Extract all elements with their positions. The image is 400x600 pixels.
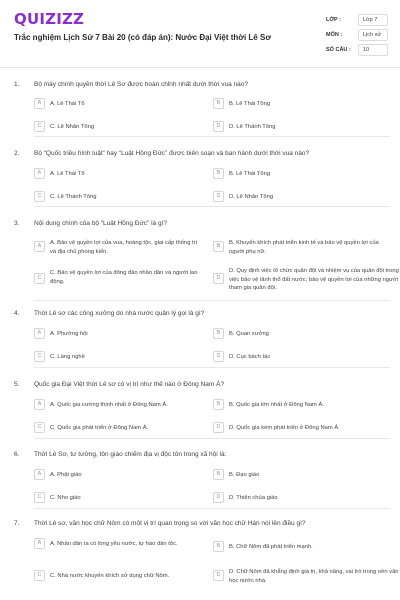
option-letter: D — [213, 191, 224, 202]
question-number: 3. — [14, 220, 20, 227]
option-text: A. Phường hội — [50, 331, 88, 337]
option-text: B. Đạo giáo — [229, 472, 260, 478]
divider — [34, 508, 390, 509]
option-letter: B — [213, 541, 224, 552]
option-letter: B — [213, 399, 224, 410]
option-text: B. Chữ Nôm đã phát triển mạnh. — [229, 544, 313, 550]
meta-count — [326, 44, 392, 58]
option-text: C. Lê Thánh Tông — [50, 194, 97, 200]
option-letter: D — [213, 121, 224, 132]
option-text: B. Quốc gia lớn nhất ở Đông Nam Á. — [229, 402, 324, 408]
option-text: B. Quan xưởng — [229, 331, 269, 337]
option-letter: B — [213, 241, 224, 252]
meta-subject-value: Lịch sử — [358, 29, 388, 41]
option-letter: D — [213, 273, 224, 284]
question-text: Bộ “Quốc triều hình luật” hay “Luật Hồng Đức” được biên soạn và ban hành dưới thời vua nào? — [34, 150, 310, 157]
option-text: C. Làng nghề — [50, 354, 85, 360]
question-number: 1. — [14, 81, 20, 88]
meta-subject — [326, 29, 392, 43]
option-letter: A — [34, 469, 45, 480]
question-text: Nội dung chính của bộ “Luật Hồng Đức” là gì? — [34, 220, 167, 227]
option-text: D. Quy định việc tổ chức quân đội và nhiệm vụ của quân đội trong việc bảo vệ lãnh thổ đất nước; bảo vệ quyền lợi của những người tham gia quân đội. — [229, 268, 399, 291]
divider — [34, 136, 390, 137]
quizizz-logo[interactable]: QUIZIZZ — [14, 10, 85, 28]
option-text: A. Lê Thái Tổ — [50, 171, 85, 177]
option-text: D. Lê Thánh Tông — [229, 124, 276, 130]
meta-grade-value: Lớp 7 — [358, 14, 388, 26]
question-text: Bộ máy chính quyền thời Lê Sơ được hoàn chỉnh nhất dưới thời vua nào? — [34, 81, 248, 88]
meta-count-value: 10 — [358, 44, 388, 56]
option-letter: B — [213, 469, 224, 480]
question-text: Thời Lê Sơ, tư tưởng, tôn giáo chiếm địa vị độc tôn trong xã hội là: — [34, 451, 227, 458]
question-number: 6. — [14, 451, 20, 458]
option-text: A. Phật giáo — [50, 472, 82, 478]
option-text: B. Lê Thái Tông — [229, 101, 271, 107]
question-text: Thời Lê sơ, văn học chữ Nôm có một vị trí quan trọng so với văn học chữ Hán nói lên điều gì? — [34, 520, 306, 527]
question-number: 4. — [14, 310, 20, 317]
option-letter: B — [213, 328, 224, 339]
option-letter: C — [34, 273, 45, 284]
option-letter: A — [34, 241, 45, 252]
option-letter: B — [213, 168, 224, 179]
divider — [34, 367, 390, 368]
divider — [34, 300, 390, 301]
question-number: 5. — [14, 381, 20, 388]
meta-grade-label: LỚP : — [326, 17, 341, 23]
option-letter: C — [34, 570, 45, 581]
quiz-header — [0, 0, 400, 68]
meta-count-label: SỐ CÂU : — [326, 47, 351, 53]
option-letter: B — [213, 98, 224, 109]
option-letter: D — [213, 351, 224, 362]
option-letter: D — [213, 492, 224, 503]
option-text: C. Nhà nước khuyến khích sử dụng chữ Nôm. — [50, 573, 170, 579]
option-text: D. Lê Nhân Tông — [229, 194, 274, 200]
option-text: A. Bảo vệ quyền lợi của vua, hoàng tộc, giai cấp thống trị và địa chủ phong kiến. — [50, 240, 197, 255]
option-text: D. Quốc gia kém phát triển ở Đông Nam Á. — [229, 425, 340, 431]
quiz-title: Trắc nghiệm Lịch Sử 7 Bài 20 (có đáp án): Nước Đại Việt thời Lê Sơ — [14, 33, 272, 42]
option-text: D. Chữ Nôm đã khẳng định giá trị, khả năng, vai trò trong nền văn học nước nhà. — [229, 569, 399, 584]
question-text: Thời Lê sơ các công xưởng do nhà nước quản lý gọi là gì? — [34, 310, 205, 317]
option-text: C. Lê Nhân Tông — [50, 124, 95, 130]
option-letter: D — [213, 422, 224, 433]
option-letter: A — [34, 399, 45, 410]
option-text: A. Quốc gia cường thịnh nhất ở Đông Nam Á. — [50, 402, 168, 408]
option-text: D. Thiên chúa giáo — [229, 495, 278, 501]
option-text: D. Cục bách tác — [229, 354, 271, 360]
option-letter: A — [34, 168, 45, 179]
question-number: 7. — [14, 520, 20, 527]
option-letter: C — [34, 121, 45, 132]
option-text: C. Bảo vệ quyền lợi của đông đảo nhân dân và người lao động. — [50, 270, 198, 285]
question-number: 2. — [14, 150, 20, 157]
option-text: C. Nho giáo — [50, 495, 81, 501]
option-text: B. Khuyến khích phát triển kinh tế và bảo vệ quyền lợi của người phụ nữ. — [229, 240, 379, 255]
option-letter: D — [213, 570, 224, 581]
option-text: A. Nhân dân ta có lòng yêu nước, tự hào dân tộc. — [50, 541, 178, 547]
divider — [34, 206, 390, 207]
option-letter: A — [34, 328, 45, 339]
option-text: C. Quốc gia phát triển ở Đông Nam Á. — [50, 425, 149, 431]
option-letter: C — [34, 492, 45, 503]
option-letter: C — [34, 351, 45, 362]
question-text: Quốc gia Đại Việt thời Lê sơ có vị trí như thế nào ở Đông Nam Á? — [34, 381, 225, 388]
option-letter: A — [34, 538, 45, 549]
option-letter: C — [34, 422, 45, 433]
divider — [34, 438, 390, 439]
meta-subject-label: MÔN : — [326, 32, 343, 38]
option-text: B. Lê Thái Tông — [229, 171, 271, 177]
option-letter: A — [34, 98, 45, 109]
meta-grade — [326, 14, 392, 28]
option-text: A. Lê Thái Tổ — [50, 101, 85, 107]
option-letter: C — [34, 191, 45, 202]
